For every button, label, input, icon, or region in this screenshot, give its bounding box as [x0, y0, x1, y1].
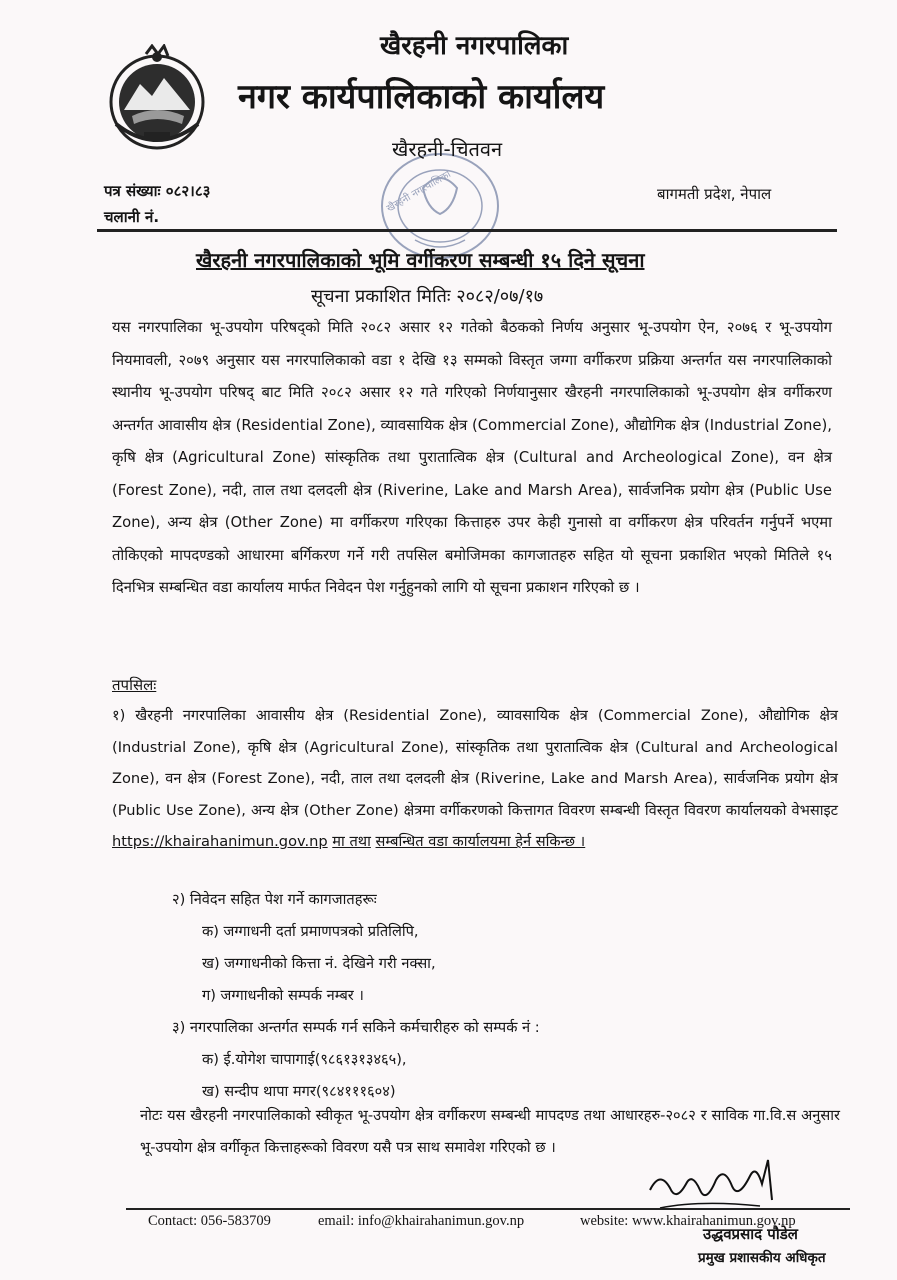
- item1-link-tail: मा तथा: [332, 833, 371, 850]
- item3-heading: ३) नगरपालिका अन्तर्गत सम्पर्क गर्न सकिने कर्मचारीहरु को सम्पर्क नं :: [172, 1019, 540, 1036]
- signatory-name: उद्धवप्रसाद पौडेल: [703, 1225, 798, 1243]
- footer-divider: [126, 1208, 850, 1210]
- notice-title: खैरहनी नगरपालिकाको भूमि वर्गीकरण सम्बन्धी १५ दिने सूचना: [196, 248, 645, 272]
- published-date: सूचना प्रकाशित मितिः २०८२/०७/१७: [311, 286, 544, 307]
- ref-number: पत्र संख्याः ०८२।८३: [104, 182, 211, 200]
- note-paragraph: नोटः यस खैरहनी नगरपालिकाको स्वीकृत भू-उपयोग क्षेत्र वर्गीकरण सम्बन्धी मापदण्ड तथा आधारहरु-२०८२ र साविक गा.वि.स अनुसार भू-उपयोग क्षेत्र वर्गीकृत कित्ताहरूको विवरण यसै पत्र साथ समावेश गरिएको छ ।: [140, 1107, 840, 1156]
- details-item-2: [172, 884, 436, 1012]
- province-label: बागमती प्रदेश, नेपाल: [657, 185, 772, 203]
- item2-a: क) जग्गाधनी दर्ता प्रमाणपत्रको प्रतिलिपि,: [202, 923, 419, 940]
- item2-c: ग) जग्गाधनीको सम्पर्क नम्बर ।: [202, 987, 364, 1004]
- municipality-name: खैरहनी नगरपालिका: [380, 31, 569, 61]
- nepal-emblem-logo: [102, 44, 212, 154]
- notice-body: यस नगरपालिका भू-उपयोग परिषद्को मिति २०८२ असार १२ गतेको बैठकको निर्णय अनुसार भू-उपयोग ऐन, २०७६ र भू-उपयोग नियमावली, २०७९ अनुसार यस नगरपालिकाको वडा १ देखि १३ सम्मको विस्तृत जग्गा वर्गीकरण प्रक्रिया अन्तर्गत यस नगरपालिकाको स्थानीय भू-उपयोग परिषद् बाट मिति २०८२ असार १२ गते गरिएको निर्णयानुसार खैरहनी नगरपालिकाको भू-उपयोग क्षेत्र वर्गीकरण अन्तर्गत आवासीय क्षेत्र (Residential Zone), व्यावसायिक क्षेत्र (Commercial Zone), औद्योगिक क्षेत्र (Industrial Zone), कृषि क्षेत्र (Agricultural Zone) सांस्कृतिक तथा पुरातात्विक क्षेत्र (Cultural and Archeological Zone), वन क्षेत्र (Forest Zone), नदी, ताल तथा दलदली क्षेत्र (Riverine, Lake and Marsh Area), सार्वजनिक प्रयोग क्षेत्र (Public Use Zone), अन्य क्षेत्र (Other Zone) मा वर्गीकरण गरिएका कित्ताहरु उपर केही गुनासो वा वर्गीकरण क्षेत्र परिवर्तन गर्नुपर्ने भएमा तोकिएको मापदण्डको आधारमा बर्गिकरण गर्ने गरी तपसिल बमोजिमका कागजातहरु सहित यो सूचना प्रकाशित भएको मितिले १५ दिनभित्र सम्बन्धित वडा कार्यालय मार्फत निवेदन पेश गर्नुहुनको लागि यो सूचना प्रकाशन गरिएको छ ।: [112, 319, 832, 596]
- item2-heading: २) निवेदन सहित पेश गर्ने कागजातहरूः: [172, 891, 377, 908]
- footer-website[interactable]: website: www.khairahanimun.gov.np: [580, 1213, 796, 1229]
- footer-contact: Contact: 056-583709: [148, 1213, 271, 1229]
- item3-b: ख) सन्दीप थापा मगर(९८४१११६०४): [202, 1083, 396, 1100]
- footer-email[interactable]: email: info@khairahanimun.gov.np: [318, 1213, 525, 1229]
- stamp-text: खैरहनी नगरपालिका: [385, 169, 453, 215]
- item1-text: १) खैरहनी नगरपालिका आवासीय क्षेत्र (Residential Zone), व्यावसायिक क्षेत्र (Commercial Zone), औद्योगिक क्षेत्र (Industrial Zone), कृषि क्षेत्र (Agricultural Zone), सांस्कृतिक तथा पुरातात्विक क्षेत्र (Cultural and Archeological Zone), वन क्षेत्र (Forest Zone), नदी, ताल तथा दलदली क्षेत्र (Riverine, Lake and Marsh Area), सार्वजनिक प्रयोग क्षेत्र (Public Use Zone), अन्य क्षेत्र (Other Zone) क्षेत्रमा वर्गीकरणको कित्तागत विवरण सम्बन्धी विस्तृत विवरण कार्यालयको वेभसाइट: [112, 707, 838, 819]
- item2-b: ख) जग्गाधनीको कित्ता नं. देखिने गरी नक्सा,: [202, 955, 436, 972]
- item1-last-line: सम्बन्धित वडा कार्यालयमा हेर्न सकिन्छ ।: [375, 833, 586, 850]
- reference-block: [104, 178, 210, 230]
- details-item-1: [112, 700, 838, 858]
- signatory-role: प्रमुख प्रशासकीय अधिकृत: [698, 1250, 826, 1266]
- website-link[interactable]: https://khairahanimun.gov.np: [112, 833, 328, 850]
- details-item-3: [172, 1012, 540, 1108]
- office-location: खैरहनी-चितवन: [392, 137, 503, 161]
- header-divider: [97, 229, 837, 232]
- details-heading: तपसिलः: [112, 676, 157, 694]
- item3-a: क) ई.योगेश चापागाई(९८६१३१३४६५),: [202, 1051, 407, 1068]
- dispatch-number: चलानी नं.: [104, 208, 160, 226]
- office-title: नगर कार्यपालिकाको कार्यालय: [238, 77, 605, 117]
